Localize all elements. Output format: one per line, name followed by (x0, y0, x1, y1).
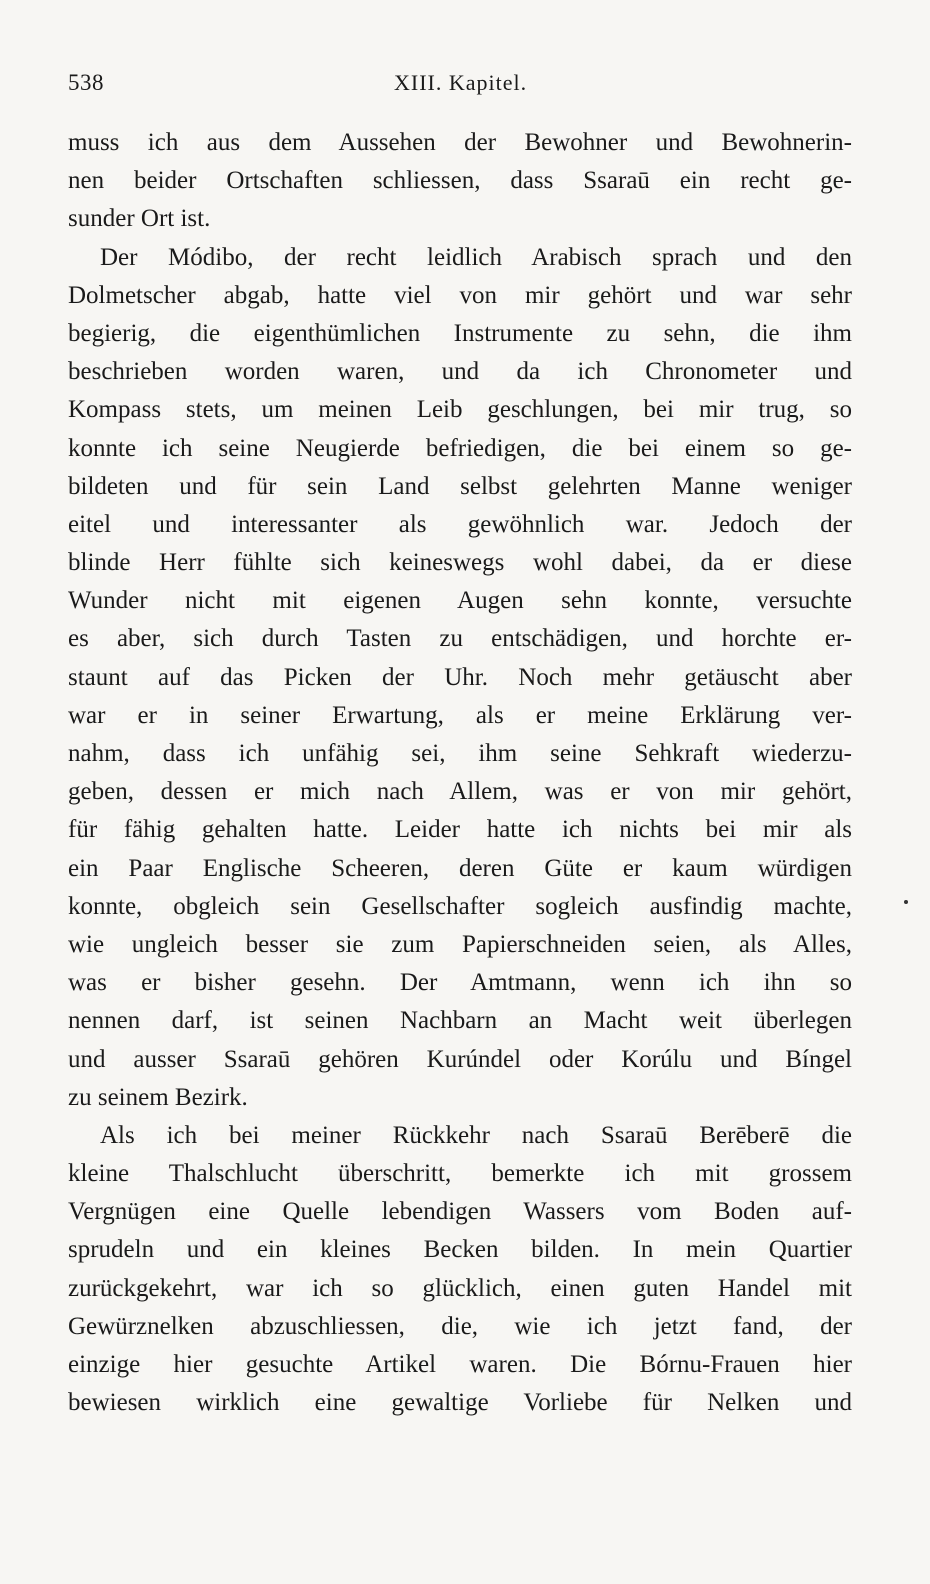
text-line: nen beider Ortschaften schliessen, dass Ssaraū ein recht ge- (68, 167, 852, 195)
page-header (68, 70, 858, 102)
text-line: muss ich aus dem Aussehen der Bewohner und Bewohnerin- (68, 129, 852, 156)
text-line: eitel und interessanter als gewöhnlich war. Jedoch der (68, 510, 852, 538)
text-line: es aber, sich durch Tasten zu entschädigen, und horchte er- (68, 625, 852, 653)
body-text (68, 124, 852, 1422)
text-line: zu seinem Bezirk. (68, 1083, 248, 1111)
text-line: Wunder nicht mit eigenen Augen sehn konnte, versuchte (68, 587, 852, 615)
text-line: konnte ich seine Neugierde befriedigen, die bei einem so ge- (68, 434, 852, 462)
text-line: ein Paar Englische Scheeren, deren Güte er kaum würdigen (68, 854, 852, 882)
text-line: einzige hier gesuchte Artikel waren. Die Bórnu-Frauen hier (68, 1351, 852, 1378)
text-line: kleine Thalschlucht überschritt, bemerkte ich mit grossem (68, 1160, 852, 1188)
print-speck (904, 900, 908, 904)
page-number: 538 (68, 70, 104, 95)
text-line: bildeten und für sein Land selbst gelehrten Manne weniger (68, 472, 852, 500)
text-line: für fähig gehalten hatte. Leider hatte ich nichts bei mir als (68, 816, 852, 844)
text-line: bewiesen wirklich eine gewaltige Vorliebe für Nelken und (68, 1389, 852, 1417)
text-line: Vergnügen eine Quelle lebendigen Wassers vom Boden auf- (68, 1198, 852, 1226)
text-line: was er bisher gesehn. Der Amtmann, wenn ich ihn so (68, 969, 852, 997)
text-line: geben, dessen er mich nach Allem, was er von mir gehört, (68, 778, 852, 806)
text-line: sunder Ort ist. (68, 205, 211, 233)
text-line: blinde Herr fühlte sich keineswegs wohl dabei, da er diese (68, 549, 852, 577)
text-line: sprudeln und ein kleines Becken bilden. In mein Quartier (68, 1236, 852, 1264)
text-line: nennen darf, ist seinen Nachbarn an Macht weit überlegen (68, 1007, 852, 1035)
text-line: staunt auf das Picken der Uhr. Noch mehr getäuscht aber (68, 663, 852, 691)
text-line: zurückgekehrt, war ich so glücklich, einen guten Handel mit (68, 1274, 852, 1302)
text-line: war er in seiner Erwartung, als er meine Erklärung ver- (68, 701, 852, 729)
text-line: konnte, obgleich sein Gesellschafter sogleich ausfindig machte, (68, 892, 852, 920)
text-line: begierig, die eigenthümlichen Instrumente zu sehn, die ihm (68, 319, 852, 347)
text-line: nahm, dass ich unfähig sei, ihm seine Sehkraft wiederzu- (68, 740, 852, 767)
text-line: Als ich bei meiner Rückkehr nach Ssaraū Berēberē die (100, 1121, 852, 1149)
text-line: wie ungleich besser sie zum Papierschneiden seien, als Alles, (68, 930, 852, 958)
running-head: XIII. Kapitel. (394, 70, 528, 95)
text-line: Dolmetscher abgab, hatte viel von mir gehört und war sehr (68, 281, 852, 309)
text-line: beschrieben worden waren, und da ich Chronometer und (68, 358, 852, 386)
text-line: Gewürznelken abzuschliessen, die, wie ich jetzt fand, der (68, 1312, 852, 1340)
text-line: Kompass stets, um meinen Leib geschlungen, bei mir trug, so (68, 396, 852, 424)
text-line: Der Módibo, der recht leidlich Arabisch sprach und den (100, 243, 852, 271)
text-line: und ausser Ssaraū gehören Kurúndel oder Korúlu und Bíngel (68, 1045, 852, 1073)
